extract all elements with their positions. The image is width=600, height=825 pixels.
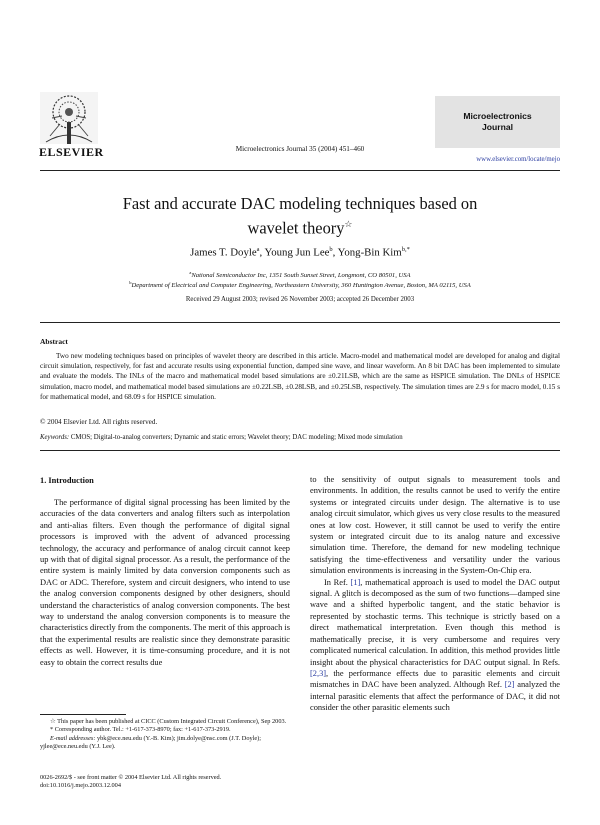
issn-line: 0026-2692/$ - see front matter © 2004 Elsevier Ltd. All rights reserved. bbox=[40, 774, 222, 781]
keywords-text: CMOS; Digital-to-analog converters; Dynamic and static errors; Wavelet theory; DAC modeling; Mixed mode simulation bbox=[69, 434, 403, 441]
footnote-corresponding: * Corresponding author. Tel.: +1-617-373-8970; fax: +1-617-373-2919. bbox=[50, 726, 231, 734]
keywords-line bbox=[40, 434, 403, 441]
author-sup: b bbox=[329, 246, 333, 253]
copyright-line: © 2004 Elsevier Ltd. All rights reserved. bbox=[40, 418, 158, 426]
abstract-heading: Abstract bbox=[40, 337, 68, 346]
bottom-matter bbox=[40, 774, 221, 791]
article-title bbox=[40, 194, 560, 238]
doi-line: doi:10.1016/j.mejo.2003.12.004 bbox=[40, 782, 121, 790]
body-paragraph: The performance of digital signal processing has been limited by the accuracies of the data converters and analog filters such as interpolation and anti-alias filters. Even though the performance of digital signal processors is improved with the advent of advanced processing technology, the accuracy and performance of analog circuit cannot keep up with that of digital signal processor. As a result, the performance of the entire system is mainly limited by data conversion components such as DAC or ADC. Therefore, system and circuit designers, who intend to use the analog conversion components designed by other designers, should understand the characteristics of analog conversion components. The best way to understand the analog conversion components is to measure the characteristics directly from the components. The merit of this approach is that the experimental results are realistic since they demonstrate parasitic effects as well. However, it is time-consuming procedure, and it is not easy to obtain the correct results due bbox=[40, 498, 290, 667]
email-label: E-mail addresses: bbox=[50, 734, 96, 742]
paragraph-text: In Ref. bbox=[324, 577, 351, 587]
author-name: James T. Doyle bbox=[190, 246, 257, 259]
title-line2 bbox=[40, 214, 560, 238]
publisher-name: ELSEVIER bbox=[39, 145, 104, 159]
paragraph-text: , mathematical approach is used to model the DAC output signal. A glitch is decomposed as the sum of two functions—damped sine wave and a shifted hyperbolic tangent, and the static behavior is represented by stochastic terms. This technique is strictly based on a direct mathematical interpretation. Even though this method is mathematically precise, it is very cumbersome and requires very complicated numerical calculation. In addition, this method provides little insight about the physical characteristics for DAC output signal. In Refs. bbox=[310, 577, 560, 667]
body-paragraph: to the sensitivity of output signals to measurement tools and environments. In addition, the results cannot be used to verify the entire systems or integrated circuits under design. The alternative is to use analog circuit simulator, which gives us very close results to the measured ones at low cost. However, it still cannot be used to verify the entire system or integrated circuit due to its analog nature and excessive simulation time. Therefore, the demand for new modeling technique satisfying the time-effectiveness and versatility under the various simulation environments is increasing in the System-On-Chip era. bbox=[310, 475, 560, 576]
author-sup: a bbox=[256, 246, 260, 253]
title-line1: Fast and accurate DAC modeling techniques based on bbox=[122, 194, 478, 213]
reference-link-1[interactable]: [1] bbox=[350, 577, 361, 587]
journal-brand-box bbox=[435, 96, 560, 148]
affiliation-text: National Semiconductor Inc, 1351 South Sunset Street, Longmont, CO 80501, USA bbox=[191, 272, 411, 280]
reference-link-2[interactable]: [2] bbox=[504, 680, 515, 690]
footnote-star: ☆ This paper has been published at CICC (Custom Integrated Circuit Conference), Sep 2003. bbox=[50, 718, 287, 725]
affiliation-mark: b bbox=[129, 280, 132, 285]
footnote-emails bbox=[40, 735, 290, 752]
section-heading-introduction: 1. Introduction bbox=[40, 476, 94, 485]
abstract-top-rule bbox=[40, 322, 560, 323]
right-column bbox=[310, 474, 560, 714]
paragraph-text: , the performance effects due to parasitic elements and circuit mismatches in DAC have been analyzed. Although Ref. bbox=[310, 668, 560, 690]
abstract-text: Two new modeling techniques based on principles of wavelet theory are described in this article. Macro-model and mathematical model are developed for analog and digital circuit simulation, respectively, for fast and accurate results using exponential function, damped sine wave, and linear waveform. An 8 bit DAC has been implemented to simulate and evaluate the models. The INLs of the macro and mathematical model based simulations are ±0.21LSB, which are the same as HSPICE simulation. The DNLs of HSPICE simulation, macro model, and mathematical model based simulations are ±0.22LSB, ±0.28LSB, and ±0.25LSB, respectively. The simulation times are 2.9 s for macro model, 0.15 s for mathematical model, and 68.09 s for HSPICE simulation. bbox=[40, 352, 560, 401]
abstract-bottom-rule bbox=[40, 450, 560, 451]
footnotes bbox=[40, 718, 290, 752]
title-line2-text: wavelet theory bbox=[247, 218, 345, 238]
journal-brand-line2: Journal bbox=[481, 122, 514, 132]
left-column bbox=[40, 497, 290, 668]
journal-citation: Microelectronics Journal 35 (2004) 451–460 bbox=[235, 145, 365, 153]
affiliation-b bbox=[40, 280, 560, 289]
body-paragraph bbox=[310, 577, 560, 714]
title-star-mark: ☆ bbox=[344, 219, 353, 229]
author-name: Young Jun Lee bbox=[264, 246, 330, 259]
author-sup: b,* bbox=[401, 246, 410, 253]
affiliation-mark: a bbox=[189, 270, 192, 275]
affiliation-text: Department of Electrical and Computer Engineering, Northeastern University, 360 Huntington Avenue, Boston, MA 02115, USA bbox=[131, 282, 471, 290]
header-rule bbox=[40, 170, 560, 171]
paragraph-text: analyzed the internal parasitic elements that affect the performance of DAC, it did not consider the other parasitic elements such bbox=[310, 680, 560, 713]
author-name: Yong-Bin Kim bbox=[337, 246, 402, 259]
email-text: ybk@ece.neu.edu (Y.-B. Kim); jim.dolye@nsc.com (J.T. Doyle); yjlee@ece.neu.edu (Y.J. Lee). bbox=[40, 734, 262, 751]
keywords-label: Keywords: bbox=[40, 434, 70, 441]
received-dates: Received 29 August 2003; revised 26 November 2003; accepted 26 December 2003 bbox=[185, 296, 415, 303]
journal-brand-line1: Microelectronics bbox=[463, 111, 532, 121]
affiliation-a bbox=[40, 270, 560, 279]
journal-url-link[interactable]: www.elsevier.com/locate/mejo bbox=[476, 156, 560, 163]
reference-link-2-3[interactable]: [2,3] bbox=[310, 668, 327, 678]
author-list: James T. Doyle$^a$, Young Jun Lee$^b$, Yong-Bin Kim$^{b,*}$ bbox=[190, 246, 410, 259]
footnote-rule bbox=[40, 714, 126, 715]
